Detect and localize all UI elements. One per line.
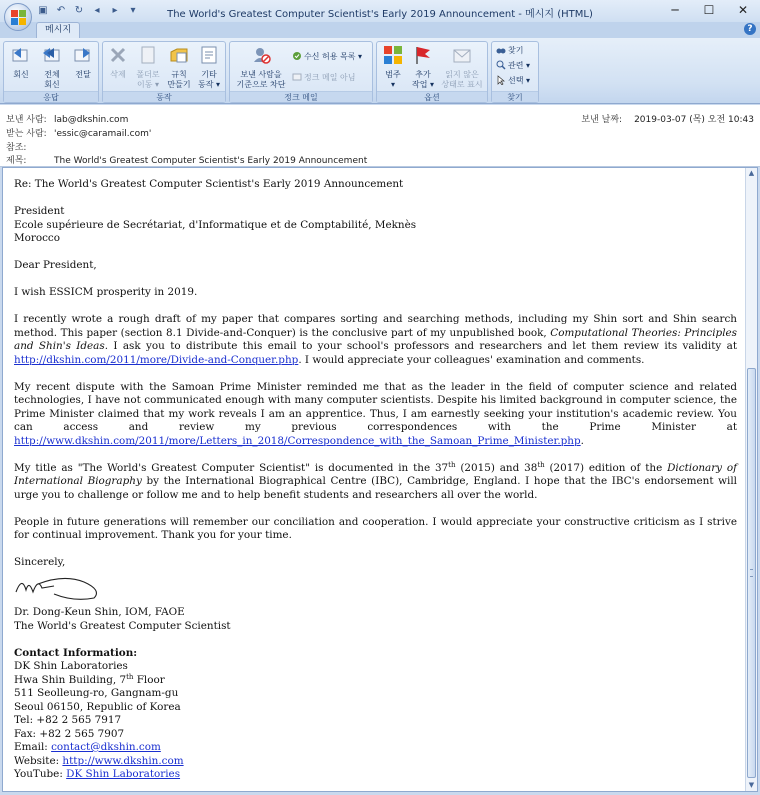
save-icon[interactable]: ▣ [38, 5, 48, 16]
subject-row [6, 153, 367, 166]
closing: Sincerely, [14, 556, 66, 568]
correspondence-link[interactable]: http://www.dkshin.com/2011/more/Letters_in_2018/Correspondence_with_the_Samoan_Prime_Minister.php [14, 434, 581, 447]
undo-icon[interactable]: ↶ [56, 5, 66, 16]
group-actions [102, 41, 226, 103]
delete-icon [107, 44, 129, 66]
message-header [0, 105, 760, 167]
cc-label: 참조: [6, 143, 27, 153]
sent-value: 2019-03-07 (목) 오전 10:43 [634, 115, 754, 125]
to-row [6, 126, 151, 139]
from-row [6, 112, 128, 125]
tab-message[interactable]: 메시지 [36, 22, 80, 38]
close-button[interactable]: ✕ [737, 3, 749, 17]
scroll-up-arrow[interactable]: ▲ [748, 169, 755, 177]
recipient-block: President Ecole supérieure de Secrétariat, d'Informatique et de Comptabilité, Meknès Morocco [14, 205, 417, 244]
paragraph-1: I wish ESSICM prosperity in 2019. [14, 286, 198, 298]
reply-button[interactable]: 회신 [8, 44, 34, 80]
reply-all-icon [41, 44, 63, 66]
customize-toolbar-icon[interactable]: ▾ [130, 5, 136, 16]
block-sender-icon [250, 44, 272, 66]
other-actions-button[interactable]: 기타 동작 ▾ [195, 44, 223, 90]
group-find [491, 41, 539, 103]
contact-block: Contact Information: DK Shin Laboratories Hwa Shin Building, 7th Floor 511 Seolleung-ro, Gangnam-gu Seoul 06150, Republic of Korea Tel: +82 2 565 7917 Fax: +82 2 565 7907 Email: contact@dkshin.com Website: http://www.dkshin.com YouTube: DK Shin Laboratories [14, 646, 184, 780]
paragraph-3: My recent dispute with the Samoan Prime Minister reminded me that as the leader in the field of computer science and related technologies, I have not communicated enough with many computer scientists. Despite his limited background in computer science, the Prime Minister claimed that my work reveals I am an apprentice. Thus, I am earnestly seeking your institution's academic review. You can access and review my previous correspondences with the Prime Minister at http://www.dkshin.com/2011/more/Letters_in_2018/Correspondence_with_the_Samoan_Prime_Minister.php. [14, 380, 737, 447]
paragraph-5: People in future generations will remember our conciliation and cooperation. I would appreciate your constructive criticism as I strive for continual improvement. Thank you for your time. [14, 515, 737, 541]
dictionary-title: Dictionary of International Biography [14, 461, 737, 487]
book-title: Computational Theories: Principles and Shin's Ideas [14, 326, 737, 352]
cursor-icon [496, 75, 506, 85]
minimize-button[interactable]: ─ [671, 3, 679, 17]
follow-up-button[interactable]: 추가 작업 ▾ [409, 44, 437, 90]
scroll-down-arrow[interactable]: ▼ [748, 781, 755, 789]
forward-button[interactable]: 전달 [70, 44, 96, 80]
group-respond [3, 41, 99, 103]
ribbon [0, 38, 760, 104]
handwritten-signature [14, 572, 104, 602]
subject-label: 제목: [6, 156, 27, 166]
cc-row [6, 140, 54, 153]
not-junk-button[interactable]: 정크 메일 아님 [292, 72, 355, 83]
re-line: Re: The World's Greatest Computer Scientist's Early 2019 Announcement [14, 178, 404, 190]
block-sender-button[interactable]: 보낸 사람을 기준으로 차단 [232, 44, 290, 90]
select-button[interactable]: 선택 ▾ [496, 75, 530, 86]
mark-unread-button[interactable]: 읽지 않은 상태로 표시 [439, 44, 485, 90]
group-junk [229, 41, 373, 103]
create-rule-button[interactable]: 규칙 만들기 [165, 44, 193, 90]
salutation: Dear President, [14, 259, 97, 271]
contact-heading: Contact Information: [14, 646, 138, 659]
sent-row [581, 112, 754, 125]
group-label-junk: 정크 메일 [230, 91, 372, 102]
related-button[interactable]: 관련 ▾ [496, 60, 530, 71]
flag-icon [412, 44, 434, 66]
not-junk-icon [292, 72, 302, 82]
window-title: The World's Greatest Computer Scientist's Early 2019 Announcement - 메시지 (HTML) [167, 9, 593, 20]
find-button[interactable]: 찾기 [496, 45, 523, 56]
website-link[interactable]: http://www.dkshin.com [62, 754, 184, 767]
subject-value: The World's Greatest Computer Scientist's Early 2019 Announcement [54, 156, 368, 166]
redo-icon[interactable]: ↻ [74, 5, 84, 16]
from-value[interactable]: lab@dkshin.com [54, 115, 129, 125]
move-to-folder-button[interactable]: 폴더로 이동 ▾ [133, 44, 163, 90]
rules-icon [168, 44, 190, 66]
other-actions-icon [198, 44, 220, 66]
categorize-button[interactable]: 범주 ▾ [379, 44, 407, 90]
vertical-scrollbar[interactable] [745, 168, 757, 791]
scroll-thumb[interactable] [747, 368, 756, 778]
to-label: 받는 사람: [6, 129, 47, 139]
paragraph-2: I recently wrote a rough draft of my paper that compares sorting and searching methods, including my Shin sort and Shin search method. This paper (section 8.1 Divide-and-Conquer) is the conclusive part of my unpublished book, Computational Theories: Principles and Shin's Ideas. I ask you to distribute this email to your school's professors and researchers and let them review its validity at http://dkshin.com/2011/more/Divide-and-Conquer.php. I would appreciate your colleagues' examination and comments. [14, 313, 737, 366]
safe-list-icon [292, 51, 302, 61]
maximize-button[interactable]: ☐ [703, 3, 715, 17]
office-button[interactable] [4, 3, 32, 31]
message-body-pane [2, 167, 758, 792]
sender-block: Dr. Dong-Keun Shin, IOM, FAOE The World's Greatest Computer Scientist [14, 606, 231, 632]
reply-icon [10, 44, 32, 66]
categorize-icon [382, 44, 404, 66]
from-label: 보낸 사람: [6, 115, 47, 125]
to-value[interactable]: 'essic@caramail.com' [54, 129, 152, 139]
delete-button[interactable]: 삭제 [105, 44, 131, 80]
youtube-link[interactable]: DK Shin Laboratories [66, 768, 181, 780]
mark-unread-icon [451, 44, 473, 66]
binoculars-icon [496, 45, 506, 55]
folder-icon [137, 44, 159, 66]
forward-icon [72, 44, 94, 66]
title-bar [0, 0, 760, 22]
previous-item-icon[interactable]: ◂ [94, 5, 100, 16]
paragraph-4: My title as "The World's Greatest Computer Scientist" is documented in the 37th (2015) and 38th (2017) edition of the Dictionary of International Biography by the International Biographical Centre (IBC), Cambridge, England. I hope that the IBC's endorsement will urge you to challenge or follow me and to help benefit students and researchers all over the world. [14, 460, 738, 501]
group-options [376, 41, 488, 103]
group-label-actions: 동작 [103, 91, 225, 102]
sent-label: 보낸 날짜: [581, 115, 623, 125]
reply-all-button[interactable]: 전체 회신 [37, 44, 67, 90]
ribbon-tab-row [0, 22, 760, 38]
related-icon [496, 60, 506, 70]
group-label-find: 찾기 [492, 91, 538, 102]
divide-and-conquer-link[interactable]: http://dkshin.com/2011/more/Divide-and-Conquer.php [14, 353, 299, 366]
next-item-icon[interactable]: ▸ [112, 5, 118, 16]
group-label-options: 옵션 [377, 91, 487, 102]
email-link[interactable]: contact@dkshin.com [51, 741, 161, 753]
help-icon[interactable]: ? [744, 23, 756, 35]
safe-list-button[interactable]: 수신 허용 목록 ▾ [292, 51, 362, 62]
group-label-respond: 응답 [4, 91, 98, 102]
message-body [14, 178, 737, 795]
